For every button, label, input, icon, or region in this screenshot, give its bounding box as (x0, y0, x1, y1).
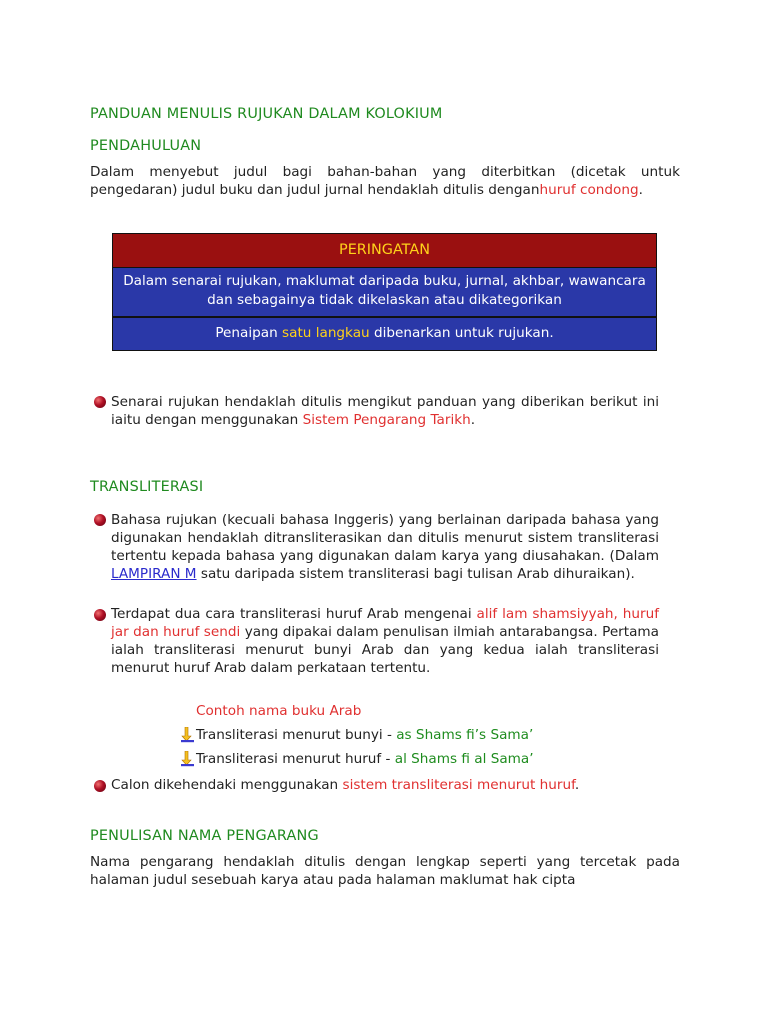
section-heading-pendahuluan: PENDAHULUAN (90, 138, 202, 154)
bullet-intro-highlight: Sistem Pengarang Tarikh (302, 412, 471, 428)
intro-paragraph: Dalam menyebut judul bagi bahan-bahan yang diterbitkan (dicetak untuk pengedaran) judul buku dan judul jurnal hendaklah ditulis denganhuruf condong. (90, 164, 680, 198)
translit-bullet-3-highlight: sistem transliterasi menurut huruf (342, 777, 575, 793)
warning-box-header: PERINGATAN (113, 234, 656, 268)
example-1-value: as Shams fi’s Sama’ (396, 727, 534, 743)
translit-bullet-2: Terdapat dua cara transliterasi huruf Arab mengenai alif lam shamsiyyah, huruf jar dan huruf sendi yang dipakai dalam penulisan ilmiah antarabangsa. Pertama ialah transliterasi menurut bunyi Arab dan yang kedua ialah transliterasi menurut huruf Arab dalam perkataan tertentu. (111, 606, 660, 676)
arrow-bullet-icon (181, 751, 195, 767)
document-title: PANDUAN MENULIS RUJUKAN DALAM KOLOKIUM (90, 106, 443, 122)
section-heading-pengarang: PENULISAN NAMA PENGARANG (90, 828, 319, 844)
example-label: Contoh nama buku Arab (196, 703, 362, 719)
lampiran-link[interactable]: LAMPIRAN M (111, 566, 197, 582)
warning-box-row-1: Dalam senarai rujukan, maklumat daripada buku, jurnal, akhbar, wawancara dan sebagainya tidak dikelaskan atau dikategorikan (113, 268, 656, 318)
translit-highlight: alif lam shamsiyyah, huruf jar dan huruf sendi (111, 606, 659, 640)
bullet-icon (94, 514, 106, 526)
warning-box-highlight: satu langkau (282, 325, 370, 341)
author-paragraph: Nama pengarang hendaklah ditulis dengan lengkap seperti yang tercetak pada halaman judul sesebuah karya atau pada halaman maklumat hak cipta (90, 854, 680, 888)
warning-box-row-2: Penaipan satu langkau dibenarkan untuk rujukan. (113, 318, 656, 350)
example-2-value: al Shams fi al Sama’ (394, 751, 534, 767)
translit-bullet-1: Bahasa rujukan (kecuali bahasa Inggeris) yang berlainan daripada bahasa yang digunakan hendaklah ditransliterasikan dan ditulis menurut sistem transliterasi tertentu kepada bahasa yang digunakan dalam karya yang diusahakan. (Dalam LAMPIRAN M satu daripada sistem transliterasi bagi tulisan Arab dihuraikan). (111, 512, 659, 582)
warning-box (112, 233, 657, 351)
bullet-icon (94, 780, 106, 792)
example-1: Transliterasi menurut bunyi - as Shams fi’s Sama’ (196, 727, 534, 743)
bullet-icon (94, 609, 106, 621)
arrow-bullet-icon (181, 727, 195, 743)
bullet-icon (94, 396, 106, 408)
example-2: Transliterasi menurut huruf - al Shams fi al Sama’ (196, 751, 534, 767)
intro-highlight: huruf condong (539, 182, 639, 198)
section-heading-transliterasi: TRANSLITERASI (90, 479, 204, 495)
bullet-intro-text: Senarai rujukan hendaklah ditulis mengikut panduan yang diberikan berikut ini iaitu dengan menggunakan Sistem Pengarang Tarikh. (111, 394, 659, 428)
translit-bullet-3: Calon dikehendaki menggunakan sistem transliterasi menurut huruf. (111, 777, 580, 793)
